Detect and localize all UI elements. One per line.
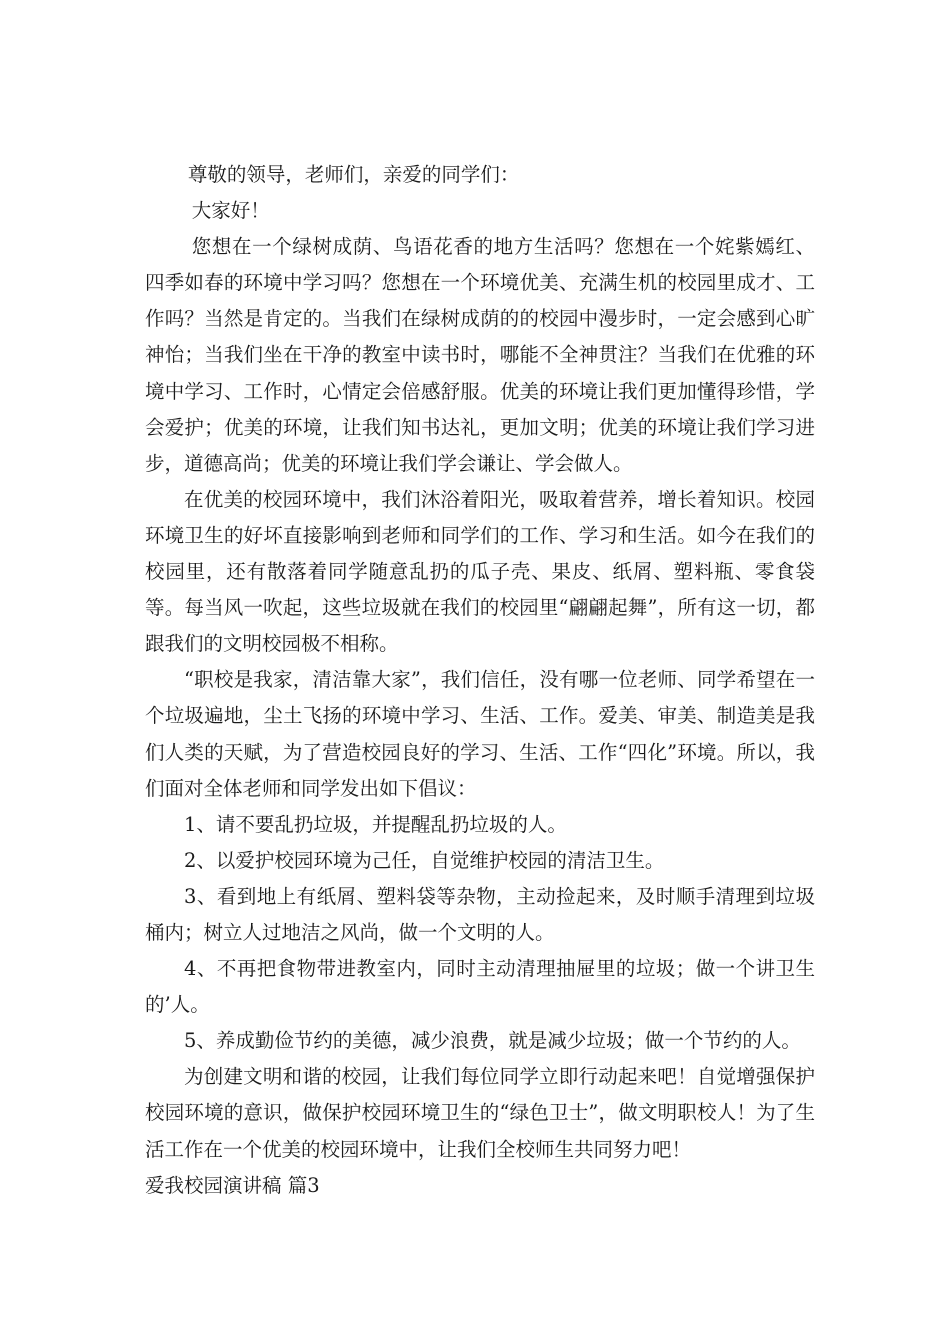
salutation: 尊敬的领导，老师们，亲爱的同学们： (187, 163, 520, 186)
next-section-heading: 爱我校园演讲稿 篇3 (145, 1173, 320, 1197)
proposal-item: 3、看到地上有纸屑、塑料袋等杂物，主动捡起来，及时顺手清理到垃圾桶内；树立人过地洁之风尚，做一个文明的人。 (145, 884, 815, 944)
proposal-item: 5、养成勤俭节约的美德，减少浪费，就是减少垃圾；做一个节约的人。 (184, 1029, 801, 1053)
closing-paragraph: 为创建文明和谐的校园，让我们每位同学立即行动起来吧！自觉增强保护校园环境的意识，做保护校园环境卫生的“绿色卫士”，做文明职校人！为了生活工作在一个优美的校园环境中，让我们全校师生共同努力吧！ (145, 1065, 815, 1161)
proposal-item: 4、不再把食物带进教室内，同时主动清理抽屉里的垃圾；做一个讲卫生的’人。 (145, 957, 815, 1017)
paragraph: 您想在一个绿树成荫、鸟语花香的地方生活吗？您想在一个姹紫嫣红、四季如春的环境中学习吗？您想在一个环境优美、充满生机的校园里成才、工作吗？当然是肯定的。当我们在绿树成荫的的校园中漫步时，一定会感到心旷神怡；当我们坐在干净的教室中读书时，哪能不全神贯注？当我们在优雅的环境中学习、工作时，心情定会倍感舒服。优美的环境让我们更加懂得珍惜，学会爱护；优美的环境，让我们知书达礼，更加文明；优美的环境让我们学习进步，道德高尚；优美的环境让我们学会谦让、学会做人。 (145, 235, 815, 475)
greeting: 大家好！ (191, 199, 270, 223)
speech-body (145, 157, 815, 1204)
paragraph: “职校是我家，清洁靠大家”，我们信任，没有哪一位老师、同学希望在一个垃圾遍地，尘土飞扬的环境中学习、生活、工作。爱美、审美、制造美是我们人类的天赋，为了营造校园良好的学习、生活、工作“四化”环境。所以，我们面对全体老师和同学发出如下倡议： (145, 668, 815, 800)
proposal-item: 1、请不要乱扔垃圾，并提醒乱扔垃圾的人。 (184, 812, 567, 836)
proposal-item: 2、以爱护校园环境为己任，自觉维护校园的清洁卫生。 (184, 848, 665, 872)
paragraph: 在优美的校园环境中，我们沐浴着阳光，吸取着营养，增长着知识。校园环境卫生的好坏直接影响到老师和同学们的工作、学习和生活。如今在我们的校园里，还有散落着同学随意乱扔的瓜子壳、果皮、纸屑、塑料瓶、零食袋等。每当风一吹起，这些垃圾就在我们的校园里“翩翩起舞”，所有这一切，都跟我们的文明校园极不相称。 (145, 487, 815, 656)
